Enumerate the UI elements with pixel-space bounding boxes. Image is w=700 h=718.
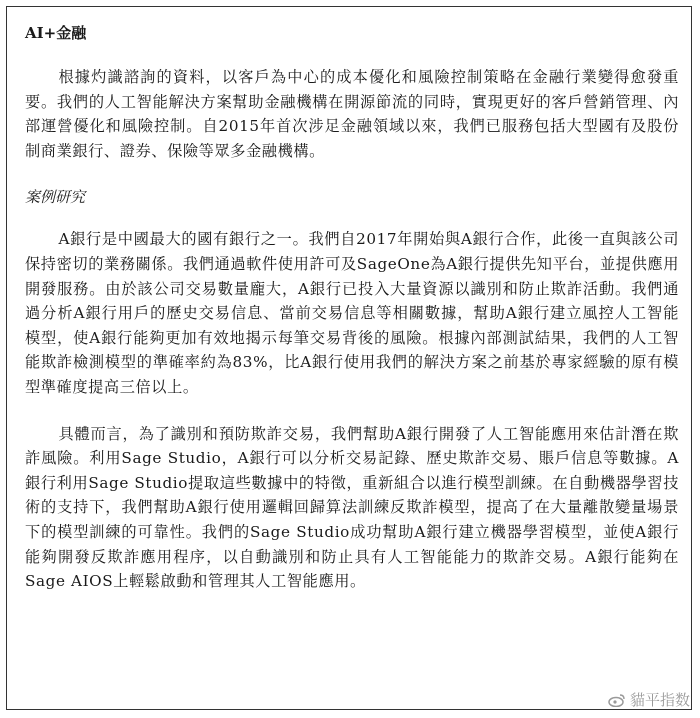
watermark	[608, 689, 690, 710]
document-content	[25, 21, 679, 616]
section-title: AI+金融	[25, 24, 87, 42]
case-paragraph-2: 具體而言，為了識別和預防欺詐交易，我們幫助A銀行開發了人工智能應用來估計潛在欺詐風險。利用Sage Studio，A銀行可以分析交易記錄、歷史欺詐交易、賬戶信息等數據。A銀行利用Sage Studio提取這些數據中的特徵，重新組合以進行模型訓練。在自動機器學習技術的支持下，我們幫助A銀行使用邏輯回歸算法訓練反欺詐模型，提高了在大量離散變量場景下的模型訓練的可靠性。我們的Sage Studio成功幫助A銀行建立機器學習模型，並使A銀行能夠開發反欺詐應用程序，以自動識別和防止具有人工智能能力的欺詐交易。A銀行能夠在Sage AIOS上輕鬆啟動和管理其人工智能應用。	[25, 424, 679, 591]
intro-paragraph: 根據灼識諮詢的資料，以客戶為中心的成本優化和風險控制策略在金融行業變得愈發重要。我們的人工智能解決方案幫助金融機構在開源節流的同時，實現更好的客戶營銷管理、內部運營優化和風險控制。自2015年首次涉足金融領域以來，我們已服務包括大型國有及股份制商業銀行、證券、保險等眾多金融機構。	[25, 68, 679, 160]
weibo-icon	[608, 693, 626, 707]
document-frame	[6, 6, 692, 710]
case-study-title: 案例研究	[25, 188, 86, 207]
watermark-text: 貓平指数	[629, 691, 690, 709]
case-paragraph-1: A銀行是中國最大的國有銀行之一。我們自2017年開始與A銀行合作，此後一直與該公司保持密切的業務關係。我們通過軟件使用許可及SageOne為A銀行提供先知平台，並提供應用開發服務。由於該公司交易數量龐大，A銀行已投入大量資源以識別和防止欺詐活動。我們通過分析A銀行用戶的歷史交易信息、當前交易信息等相關數據，幫助A銀行建立風控人工智能模型，使A銀行能夠更加有效地揭示每筆交易背後的風險。根據內部測試結果，我們的人工智能欺詐檢測模型的準確率約為83%，比A銀行使用我們的解決方案之前基於專家經驗的原有模型準確度提高三倍以上。	[25, 230, 679, 396]
